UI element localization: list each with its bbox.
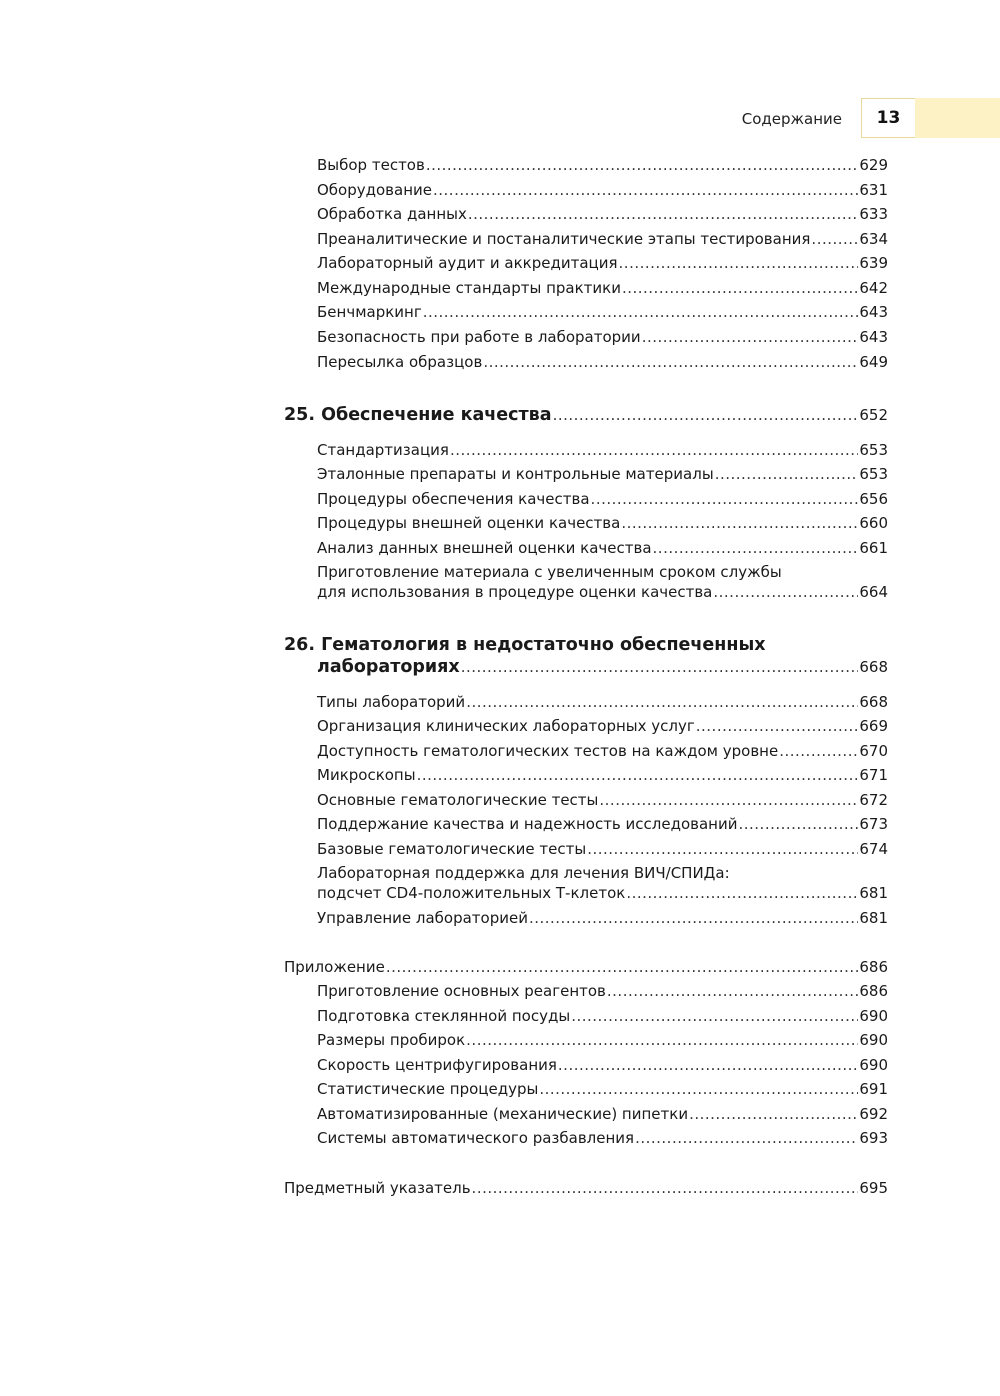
toc-entry-title: Типы лабораторий (317, 693, 466, 711)
toc-entry[interactable] (284, 440, 888, 460)
toc-entry-page: 692 (859, 1105, 888, 1123)
toc-entry-page: 669 (859, 717, 888, 735)
toc-entry-page: 656 (859, 490, 888, 508)
toc-entry[interactable] (284, 155, 888, 175)
toc-entry-page: 653 (859, 465, 888, 483)
leader-dots (587, 839, 858, 859)
toc-entry[interactable] (284, 278, 888, 298)
toc-entry-page: 639 (859, 254, 888, 272)
toc-entry[interactable] (284, 1079, 888, 1099)
leader-dots (599, 790, 858, 810)
toc-entry-title: Выбор тестов (317, 156, 425, 174)
toc-entry-line1[interactable]: Лабораторная поддержка для лечения ВИЧ/СПИДа: (317, 864, 730, 882)
toc-entry-title: Бенчмаркинг (317, 303, 422, 321)
toc-entry[interactable] (284, 765, 888, 785)
toc-entry[interactable] (284, 538, 888, 558)
chapter-title: лабораториях (317, 657, 460, 677)
toc-entry-page: 664 (859, 583, 888, 601)
toc-entry[interactable] (284, 692, 888, 712)
leader-dots (653, 538, 859, 558)
leader-dots (483, 352, 858, 372)
toc-entry-title: Пересылка образцов (317, 353, 483, 371)
toc-entry-title: Автоматизированные (механические) пипетки (317, 1105, 689, 1123)
toc-entry[interactable] (284, 1128, 888, 1148)
toc-entry-page: 634 (859, 230, 888, 248)
leader-dots (689, 1104, 858, 1124)
chapter-25-entry[interactable] (284, 404, 888, 426)
leader-dots (607, 981, 858, 1001)
leader-dots (386, 957, 859, 977)
leader-dots (713, 582, 858, 602)
toc-entry[interactable] (284, 253, 888, 273)
toc-entry-title: Преаналитические и постаналитические этапы тестирования (317, 230, 811, 248)
toc-entry[interactable] (284, 839, 888, 859)
leader-dots (591, 489, 859, 509)
leader-dots (622, 278, 858, 298)
toc-entry[interactable] (284, 464, 888, 484)
toc-entry[interactable] (284, 908, 888, 928)
leader-dots (635, 1128, 858, 1148)
leader-dots (450, 440, 858, 460)
toc-entry-title: Доступность гематологических тестов на каждом уровне (317, 742, 779, 760)
toc-entry-page: 681 (859, 909, 888, 927)
toc-entry-title: Безопасность при работе в лаборатории (317, 328, 641, 346)
toc-entry-page: 673 (859, 815, 888, 833)
toc-entry-page: 686 (859, 958, 888, 976)
toc-entry[interactable] (284, 716, 888, 736)
toc-entry-page: 633 (859, 205, 888, 223)
toc-entry-title: Стандартизация (317, 441, 449, 459)
toc-entry-title: Поддержание качества и надежность исследований (317, 815, 738, 833)
index-entry[interactable] (284, 1178, 888, 1198)
toc-entry-page: 629 (859, 156, 888, 174)
toc-entry[interactable] (284, 302, 888, 322)
toc-entry-title: Оборудование (317, 181, 432, 199)
toc-entry-page: 631 (859, 181, 888, 199)
toc-entry[interactable] (284, 327, 888, 347)
toc-entry-page: 661 (859, 539, 888, 557)
toc-entry-title: Предметный указатель (284, 1179, 471, 1197)
toc-entry-page: 681 (859, 884, 888, 902)
leader-dots (539, 1079, 858, 1099)
toc-entry[interactable] (284, 204, 888, 224)
toc-entry-title: Основные гематологические тесты (317, 791, 599, 809)
leader-dots (553, 404, 859, 426)
leader-dots (779, 741, 858, 761)
leader-dots (696, 716, 859, 736)
toc-entry-title: Скорость центрифугирования (317, 1056, 557, 1074)
toc-entry-title: Приложение (284, 958, 385, 976)
toc-entry[interactable] (284, 1030, 888, 1050)
leader-dots (426, 155, 859, 175)
leader-dots (621, 513, 858, 533)
leader-dots (423, 302, 859, 322)
toc-entry[interactable] (284, 352, 888, 372)
toc-entry-title: Процедуры обеспечения качества (317, 490, 590, 508)
toc-entry-title: Процедуры внешней оценки качества (317, 514, 621, 532)
toc-entry-title: Базовые гематологические тесты (317, 840, 587, 858)
toc-entry-title: Подготовка стеклянной посуды (317, 1007, 571, 1025)
toc-entry-title: Управление лабораторией (317, 909, 528, 927)
toc-entry-page: 649 (859, 353, 888, 371)
toc-entry[interactable] (284, 1006, 888, 1026)
toc-entry-line1[interactable]: Приготовление материала с увеличенным сроком службы (317, 563, 782, 581)
toc-entry-page: 690 (859, 1031, 888, 1049)
leader-dots (466, 1030, 858, 1050)
toc-entry-title: Системы автоматического разбавления (317, 1129, 635, 1147)
toc-entry[interactable] (284, 814, 888, 834)
leader-dots (466, 692, 858, 712)
chapter-page: 652 (859, 406, 888, 424)
chapter-26-entry[interactable] (284, 656, 888, 678)
leader-dots (738, 814, 858, 834)
toc-entry[interactable] (284, 180, 888, 200)
toc-entry[interactable] (284, 1104, 888, 1124)
header-color-band (915, 98, 1000, 138)
toc-entry-title: Размеры пробирок (317, 1031, 466, 1049)
leader-dots (715, 464, 859, 484)
toc-entry[interactable] (284, 1055, 888, 1075)
leader-dots (417, 765, 859, 785)
toc-entry[interactable] (284, 582, 888, 602)
toc-entry-page: 693 (859, 1129, 888, 1147)
leader-dots (468, 204, 859, 224)
toc-entry-title: Обработка данных (317, 205, 467, 223)
toc-entry-page: 686 (859, 982, 888, 1000)
toc-entry-title: Статистические процедуры (317, 1080, 539, 1098)
toc-entry-title: Микроскопы (317, 766, 416, 784)
toc-entry-page: 643 (859, 303, 888, 321)
toc-entry-page: 671 (859, 766, 888, 784)
toc-entry-page: 695 (859, 1179, 888, 1197)
toc-entry-title: Международные стандарты практики (317, 279, 621, 297)
toc-entry[interactable] (284, 489, 888, 509)
chapter-page: 668 (859, 658, 888, 676)
toc-entry-page: 643 (859, 328, 888, 346)
toc-entry-page: 668 (859, 693, 888, 711)
leader-dots (461, 656, 859, 678)
leader-dots (558, 1055, 858, 1075)
leader-dots (529, 908, 858, 928)
leader-dots (811, 229, 858, 249)
chapter-26-title-line1[interactable]: 26. Гематология в недостаточно обеспеченных (284, 635, 766, 655)
toc-entry-title: подсчет CD4-положительных Т-клеток (317, 884, 626, 902)
leader-dots (433, 180, 858, 200)
toc-entry-page: 653 (859, 441, 888, 459)
toc-entry[interactable] (284, 981, 888, 1001)
toc-entry[interactable] (284, 883, 888, 903)
toc-entry-page: 642 (859, 279, 888, 297)
toc-entry-title: Эталонные препараты и контрольные материалы (317, 465, 714, 483)
appendix-entry[interactable] (284, 957, 888, 977)
toc-entry-page: 660 (859, 514, 888, 532)
leader-dots (642, 327, 859, 347)
toc-entry-page: 672 (859, 791, 888, 809)
toc-entry[interactable] (284, 790, 888, 810)
toc-entry-title: Организация клинических лабораторных услуг (317, 717, 695, 735)
toc-entry-title: Лабораторный аудит и аккредитация (317, 254, 618, 272)
leader-dots (619, 253, 859, 273)
leader-dots (571, 1006, 858, 1026)
toc-entry[interactable] (284, 229, 888, 249)
toc-entry-title: для использования в процедуре оценки качества (317, 583, 713, 601)
toc-entry-page: 691 (859, 1080, 888, 1098)
toc-entry-page: 674 (859, 840, 888, 858)
toc-entry-page: 690 (859, 1007, 888, 1025)
toc-entry-page: 690 (859, 1056, 888, 1074)
toc-entry-page: 670 (859, 742, 888, 760)
page-number: 13 (861, 98, 915, 138)
toc-entry[interactable] (284, 513, 888, 533)
toc-entry-title: Приготовление основных реагентов (317, 982, 606, 1000)
leader-dots (472, 1178, 859, 1198)
toc-entry[interactable] (284, 741, 888, 761)
toc-entry-title: Анализ данных внешней оценки качества (317, 539, 652, 557)
leader-dots (626, 883, 858, 903)
chapter-title: 25. Обеспечение качества (284, 405, 552, 425)
running-header-label: Содержание (741, 110, 842, 128)
